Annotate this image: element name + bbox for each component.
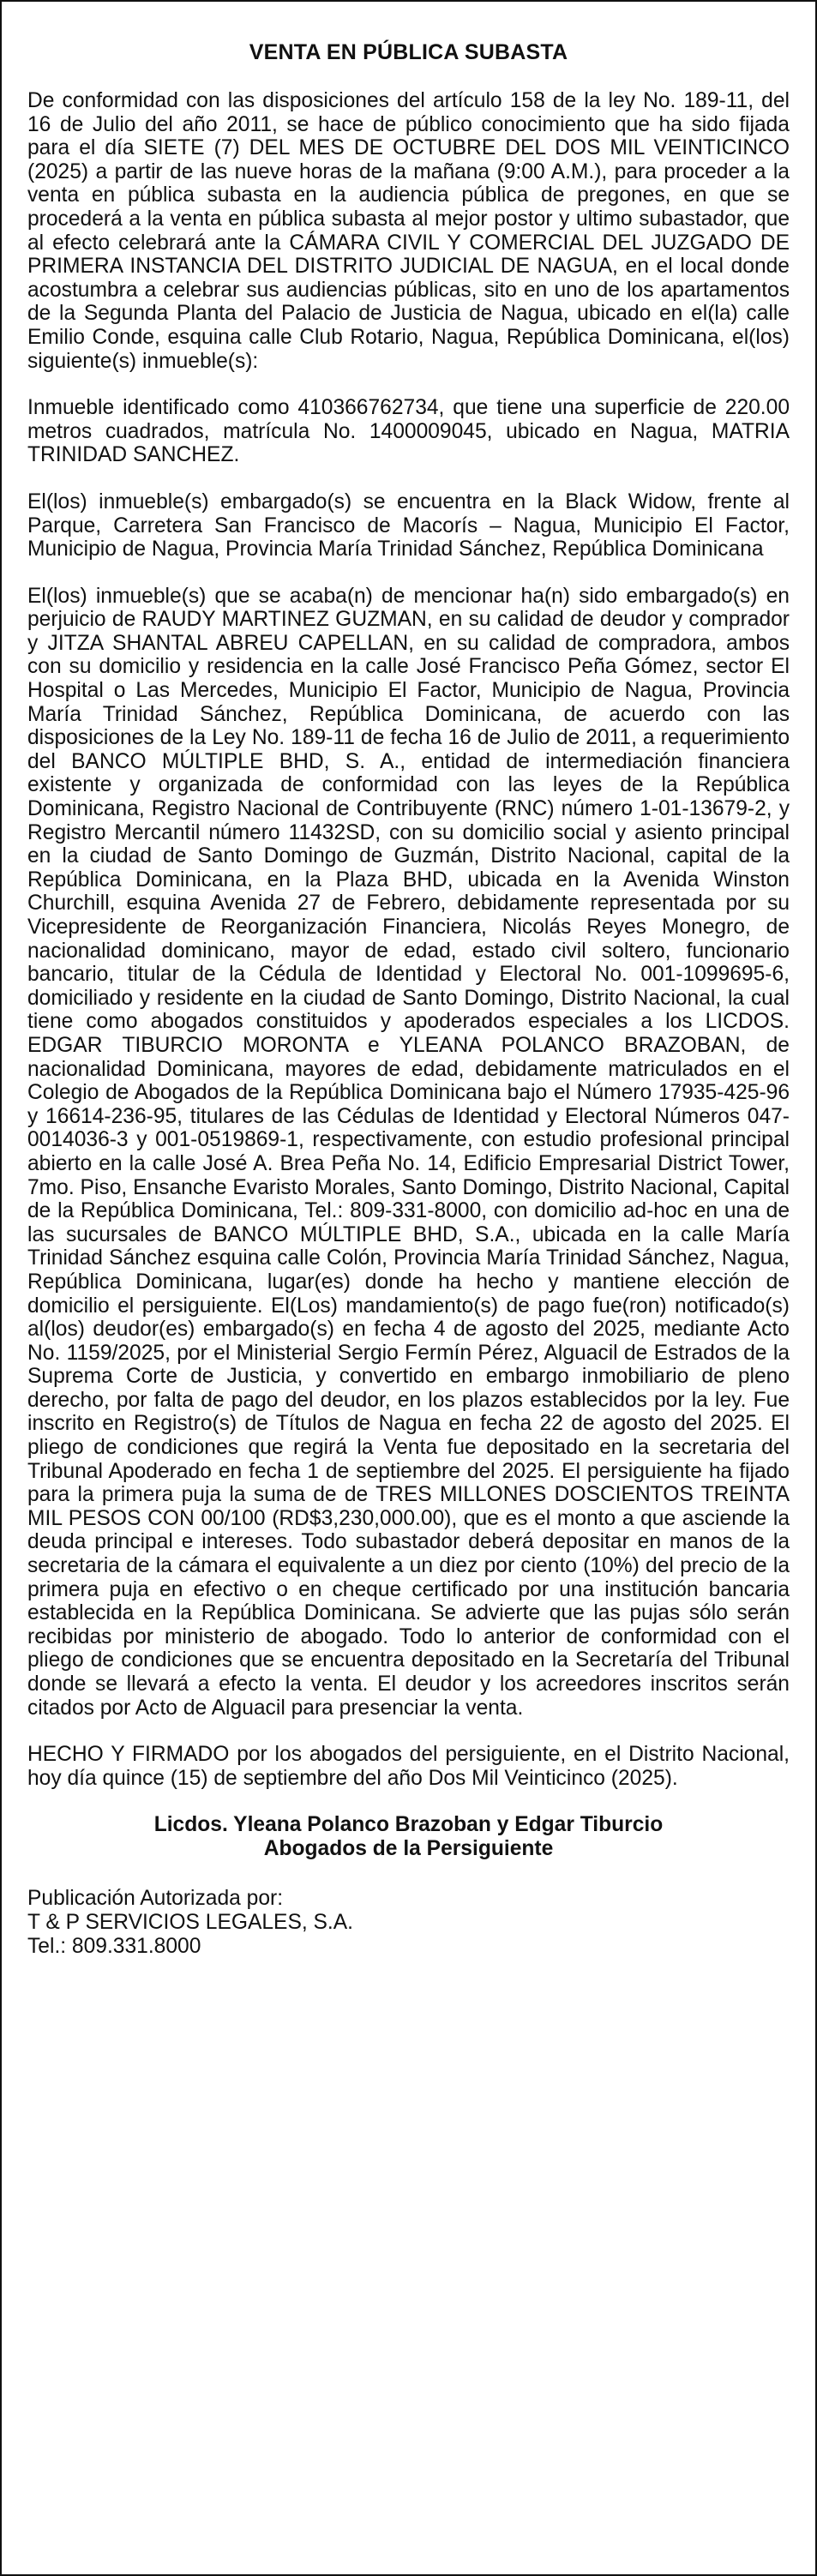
paragraph-announcement: De conformidad con las disposiciones del artículo 158 de la ley No. 189-11, del 16 de Julio del año 2011, se hace de público conocimiento que ha sido fijada para el día SIETE (7) DEL MES DE OCTUBRE DEL DOS MIL VEINTICINCO (2025) a partir de las nueve horas de la mañana (9:00 A.M.), para proceder a la venta en pública subasta en la audiencia pública de pregones, en que se procederá a la venta en pública subasta al mejor postor y ultimo subastador, que al efecto celebrará ante la CÁMARA CIVIL Y COMERCIAL DEL JUZGADO DE PRIMERA INSTANCIA DEL DISTRITO JUDICIAL DE NAGUA, en el local donde acostumbra a celebrar sus audiencias públicas, sito en uno de los apartamentos de la Segunda Planta del Palacio de Justicia de Nagua, ubicado en el(la) calle Emilio Conde, esquina calle Club Rotario, Nagua, República Dominicana, el(los) siguiente(s) inmueble(s): xyxy=(27,89,790,373)
publication-label: Publicación Autorizada por: xyxy=(27,1886,284,1910)
paragraph-property-identification: Inmueble identificado como 410366762734, que tiene una superficie de 220.00 metros cuadrados, matrícula No. 1400009045, ubicado en Nagua, MATRIA TRINIDAD SANCHEZ. xyxy=(27,396,790,467)
notice-title: VENTA EN PÚBLICA SUBASTA xyxy=(249,40,568,64)
paragraph-signed: HECHO Y FIRMADO por los abogados del persiguiente, en el Distrito Nacional, hoy día quince (15) de septiembre del año Dos Mil Veinticinco (2025). xyxy=(27,1743,790,1790)
paragraph-property-location: El(los) inmueble(s) embargado(s) se encuentra en la Black Widow, frente al Parque, Carretera San Francisco de Macorís – Nagua, Municipio El Factor, Municipio de Nagua, Provincia María Trinidad Sánchez, República Dominicana xyxy=(27,489,790,561)
signers-names: Licdos. Yleana Polanco Brazoban y Edgar Tiburcio xyxy=(153,1813,664,1837)
paragraph-seizure-details: El(los) inmueble(s) que se acaba(n) de mencionar ha(n) sido embargado(s) en perjuicio de RAUDY MARTINEZ GUZMAN, en su calidad de deudor y comprador y JITZA SHANTAL ABREU CAPELLAN, en su calidad de compradora, ambos con su domicilio y residencia en la calle José Francisco Peña Gómez, sector El Hospital o Las Mercedes, Municipio El Factor, Municipio de Nagua, Provincia María Trinidad Sánchez, República Dominicana, de acuerdo con las disposiciones de la Ley No. 189-11 de fecha 16 de Julio de 2011, a requerimiento del BANCO MÚLTIPLE BHD, S. A., entidad de intermediación financiera existente y organizada de conformidad con las leyes de la República Dominicana, Registro Nacional de Contribuyente (RNC) número 1-01-13679-2, y Registro Mercantil número 11432SD, con su domicilio social y asiento principal en la ciudad de Santo Domingo de Guzmán, Distrito Nacional, capital de la República Dominicana, en la Plaza BHD, ubicada en la Avenida Winston Churchill, esquina Avenida 27 de Febrero, debidamente representada por su Vicepresidente de Reorganización Financiera, Nicolás Reyes Monegro, de nacionalidad dominicano, mayor de edad, estado civil soltero, funcionario bancario, titular de la Cédula de Identidad y Electoral No. 001-1099695-6, domiciliado y residente en la ciudad de Santo Domingo, Distrito Nacional, la cual tiene como abogados constituidos y apoderados especiales a los LICDOS. EDGAR TIBURCIO MORONTA e YLEANA POLANCO BRAZOBAN, de nacionalidad Dominicana, mayores de edad, debidamente matriculados en el Colegio de Abogados de la República Dominicana bajo el Número 17935-425-96 y 16614-236-95, titulares de las Cédulas de Identidad y Electoral Números 047-0014036-3 y 001-0519869-1, respectivamente, con estudio profesional principal abierto en la calle José A. Brea Peña No. 14, Edificio Empresarial District Tower, 7mo. Piso, Ensanche Evaristo Morales, Santo Domingo, Distrito Nacional, Capital de la República Dominicana, Tel.: 809-331-8000, con domicilio ad-hoc en una de las sucursales de BANCO MÚLTIPLE BHD, S.A., ubicada en la calle María Trinidad Sánchez esquina calle Colón, Provincia María Trinidad Sánchez, Nagua, República Dominicana, lugar(es) donde ha hecho y mantiene elección de domicilio el persiguiente. El(Los) mandamiento(s) de pago fue(ron) notificado(s) al(los) deudor(es) embargado(s) en fecha 4 de agosto del 2025, mediante Acto No. 1159/2025, por el Ministerial Sergio Fermín Pérez, Alguacil de Estrados de la Suprema Corte de Justicia, y convertido en embargo inmobiliario de pleno derecho, por falta de pago del deudor, en los plazos establecidos por la ley. Fue inscrito en Registro(s) de Títulos de Nagua en fecha 22 de agosto del 2025. El pliego de condiciones que regirá la Venta fue depositado en la secretaria del Tribunal Apoderado en fecha 1 de septiembre del 2025. El persiguiente ha fijado para la primera puja la suma de de TRES MILLONES DOSCIENTOS TREINTA MIL PESOS CON 00/100 (RD$3,230,000.00), que es el monto a que asciende la deuda principal e intereses. Todo subastador deberá depositar en manos de la secretaria de la cámara el equivalente a un diez por ciento (10%) del precio de la primera puja en efectivo o en cheque certificado por una institución bancaria establecida en la República Dominicana. Se advierte que las pujas sólo serán recibidas por ministerio de abogado. Todo lo anterior de conformidad con el pliego de condiciones que se encuentra depositado en la Secretaría del Tribunal donde se llevará a efecto la venta. El deudor y los acreedores inscritos serán citados por Acto de Alguacil para presenciar la venta. xyxy=(27,584,790,1720)
publisher-phone: Tel.: 809.331.8000 xyxy=(27,1934,201,1958)
publisher-name: T & P SERVICIOS LEGALES, S.A. xyxy=(27,1910,354,1934)
signature-block xyxy=(27,1813,790,1860)
publication-block xyxy=(27,1887,790,1959)
signers-role: Abogados de la Persiguiente xyxy=(263,1836,554,1860)
